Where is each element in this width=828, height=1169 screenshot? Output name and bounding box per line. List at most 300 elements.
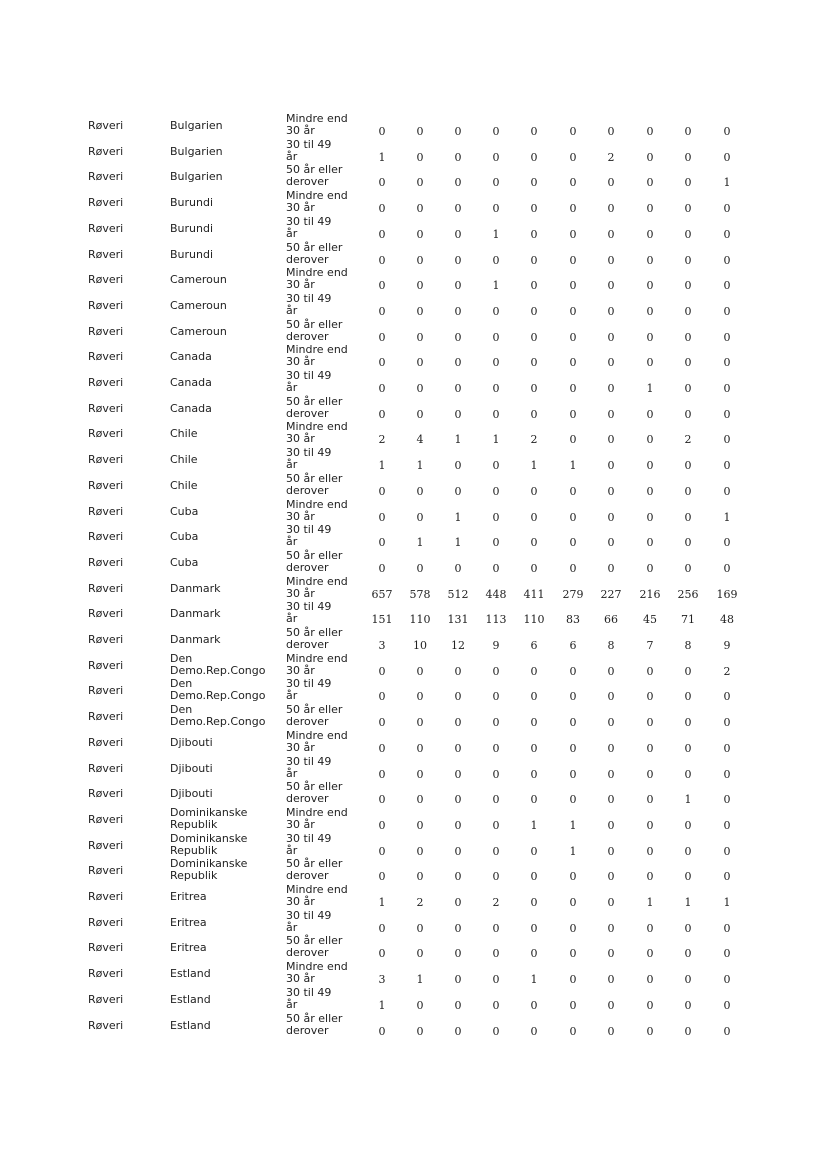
table-row xyxy=(0,113,828,139)
value-cell: 0 xyxy=(492,253,500,267)
age-group-cell: 30 til 49 år xyxy=(286,985,332,1011)
value-cell: 0 xyxy=(454,253,462,267)
value-cell: 0 xyxy=(723,433,731,447)
value-cell: 0 xyxy=(530,536,538,550)
value-cell: 0 xyxy=(378,1024,386,1038)
value-cell: 0 xyxy=(378,741,386,755)
age-group-cell: 30 til 49 år xyxy=(286,831,332,857)
value-cell: 0 xyxy=(416,870,424,884)
value-cell: 0 xyxy=(684,459,692,473)
value-cell: 0 xyxy=(569,433,577,447)
crime-cell: Røveri xyxy=(88,453,124,467)
crime-cell: Røveri xyxy=(88,735,124,749)
value-cell: 0 xyxy=(530,279,538,293)
value-cell: 0 xyxy=(607,356,615,370)
value-cell: 0 xyxy=(416,818,424,832)
value-cell: 0 xyxy=(684,818,692,832)
value-cell: 0 xyxy=(416,176,424,190)
value-cell: 0 xyxy=(569,1024,577,1038)
value-cell: 0 xyxy=(416,407,424,421)
value-cell: 0 xyxy=(530,125,538,138)
value-cell: 0 xyxy=(607,227,615,241)
value-cell: 0 xyxy=(530,510,538,524)
crime-cell: Røveri xyxy=(88,633,124,646)
value-cell: 0 xyxy=(684,176,692,190)
value-cell: 0 xyxy=(492,690,500,704)
crime-cell: Røveri xyxy=(88,684,124,698)
value-cell: 448 xyxy=(485,587,507,601)
table-row xyxy=(0,242,828,268)
value-cell: 4 xyxy=(416,433,424,447)
value-cell: 1 xyxy=(530,973,538,987)
country-cell: Danmark xyxy=(170,581,221,595)
value-cell: 256 xyxy=(677,587,699,601)
value-cell: 0 xyxy=(492,382,500,395)
value-cell: 0 xyxy=(416,382,424,395)
crime-cell: Røveri xyxy=(88,170,124,184)
crime-cell: Røveri xyxy=(88,273,124,287)
value-cell: 0 xyxy=(646,947,654,961)
country-cell: Chile xyxy=(170,478,198,492)
value-cell: 0 xyxy=(416,1024,424,1038)
crime-cell: Røveri xyxy=(88,787,124,801)
value-cell: 1 xyxy=(569,818,577,832)
country-cell: Bulgarien xyxy=(170,144,223,158)
value-cell: 0 xyxy=(416,304,424,318)
value-cell: 0 xyxy=(646,536,654,550)
value-cell: 0 xyxy=(569,921,577,935)
value-cell: 0 xyxy=(530,741,538,755)
value-cell: 2 xyxy=(416,896,424,909)
value-cell: 2 xyxy=(530,433,538,447)
value-cell: 0 xyxy=(646,150,654,164)
crime-cell: Røveri xyxy=(88,915,124,929)
value-cell: 0 xyxy=(569,356,577,370)
value-cell: 0 xyxy=(530,176,538,190)
value-cell: 0 xyxy=(569,125,577,138)
value-cell: 0 xyxy=(454,279,462,293)
value-cell: 0 xyxy=(607,510,615,524)
value-cell: 0 xyxy=(530,767,538,781)
table-row xyxy=(0,987,828,1013)
value-cell: 0 xyxy=(416,150,424,164)
value-cell: 0 xyxy=(454,382,462,395)
value-cell: 0 xyxy=(646,459,654,473)
country-cell: Burundi xyxy=(170,221,214,235)
table-row xyxy=(0,884,828,910)
country-cell: Cuba xyxy=(170,504,199,518)
value-cell: 0 xyxy=(607,716,615,730)
country-cell: Dominikanske Republik xyxy=(170,805,248,831)
value-cell: 0 xyxy=(454,176,462,190)
value-cell: 0 xyxy=(646,998,654,1012)
value-cell: 0 xyxy=(607,973,615,987)
value-cell: 0 xyxy=(684,510,692,524)
country-cell: Dominikanske Republik xyxy=(170,857,248,883)
value-cell: 0 xyxy=(492,176,500,190)
value-cell: 0 xyxy=(530,227,538,241)
table-row xyxy=(0,833,828,859)
value-cell: 0 xyxy=(416,484,424,498)
value-cell: 0 xyxy=(416,921,424,935)
value-cell: 0 xyxy=(454,561,462,575)
value-cell: 0 xyxy=(416,664,424,678)
crime-cell: Røveri xyxy=(88,941,124,955)
value-cell: 0 xyxy=(492,1024,500,1038)
value-cell: 0 xyxy=(646,793,654,807)
value-cell: 0 xyxy=(607,998,615,1012)
value-cell: 1 xyxy=(378,150,386,164)
table-row xyxy=(0,627,828,653)
value-cell: 0 xyxy=(454,741,462,755)
value-cell: 0 xyxy=(723,202,731,216)
country-cell: Eritrea xyxy=(170,915,207,929)
value-cell: 0 xyxy=(607,433,615,447)
age-group-cell: Mindre end 30 år xyxy=(286,728,348,754)
value-cell: 1 xyxy=(492,433,500,447)
value-cell: 0 xyxy=(492,921,500,935)
value-cell: 0 xyxy=(454,767,462,781)
crime-cell: Røveri xyxy=(88,530,124,544)
value-cell: 0 xyxy=(723,767,731,781)
value-cell: 0 xyxy=(723,844,731,858)
value-cell: 0 xyxy=(607,330,615,344)
value-cell: 0 xyxy=(569,304,577,318)
value-cell: 0 xyxy=(646,844,654,858)
value-cell: 0 xyxy=(454,870,462,884)
value-cell: 0 xyxy=(530,253,538,267)
value-cell: 48 xyxy=(720,613,734,627)
value-cell: 0 xyxy=(723,1024,731,1038)
value-cell: 0 xyxy=(646,227,654,241)
value-cell: 216 xyxy=(639,587,661,601)
value-cell: 0 xyxy=(492,844,500,858)
value-cell: 0 xyxy=(378,227,386,241)
value-cell: 0 xyxy=(378,304,386,318)
value-cell: 0 xyxy=(646,407,654,421)
value-cell: 0 xyxy=(646,125,654,138)
value-cell: 0 xyxy=(607,767,615,781)
value-cell: 0 xyxy=(607,536,615,550)
country-cell: Cameroun xyxy=(170,273,227,287)
value-cell: 9 xyxy=(723,639,731,652)
age-group-cell: 50 år eller derover xyxy=(286,934,343,960)
value-cell: 0 xyxy=(684,921,692,935)
value-cell: 0 xyxy=(723,304,731,318)
value-cell: 0 xyxy=(607,125,615,138)
value-cell: 0 xyxy=(723,407,731,421)
value-cell: 0 xyxy=(723,125,731,138)
value-cell: 0 xyxy=(378,561,386,575)
value-cell: 0 xyxy=(454,844,462,858)
value-cell: 110 xyxy=(523,613,545,627)
value-cell: 0 xyxy=(416,716,424,730)
country-cell: Chile xyxy=(170,427,198,441)
country-cell: Estland xyxy=(170,992,211,1006)
value-cell: 0 xyxy=(723,921,731,935)
value-cell: 0 xyxy=(492,510,500,524)
value-cell: 0 xyxy=(378,716,386,730)
value-cell: 0 xyxy=(530,150,538,164)
value-cell: 0 xyxy=(454,921,462,935)
crime-cell: Røveri xyxy=(88,350,124,364)
value-cell: 0 xyxy=(684,767,692,781)
age-group-cell: 30 til 49 år xyxy=(286,754,332,780)
value-cell: 0 xyxy=(646,690,654,704)
crime-cell: Røveri xyxy=(88,504,124,518)
value-cell: 0 xyxy=(723,561,731,575)
value-cell: 512 xyxy=(447,587,469,601)
value-cell: 0 xyxy=(607,1024,615,1038)
value-cell: 0 xyxy=(607,844,615,858)
value-cell: 0 xyxy=(569,664,577,678)
value-cell: 657 xyxy=(371,587,393,601)
value-cell: 0 xyxy=(684,947,692,961)
age-group-cell: Mindre end 30 år xyxy=(286,266,348,292)
value-cell: 113 xyxy=(485,613,507,627)
country-cell: Djibouti xyxy=(170,761,213,775)
value-cell: 0 xyxy=(569,279,577,293)
value-cell: 0 xyxy=(416,356,424,370)
value-cell: 0 xyxy=(530,896,538,909)
value-cell: 0 xyxy=(492,947,500,961)
value-cell: 2 xyxy=(684,433,692,447)
value-cell: 0 xyxy=(569,870,577,884)
country-cell: Danmark xyxy=(170,633,221,646)
table-row xyxy=(0,576,828,602)
value-cell: 8 xyxy=(684,639,692,652)
age-group-cell: 50 år eller derover xyxy=(286,394,343,420)
value-cell: 0 xyxy=(492,664,500,678)
crime-cell: Røveri xyxy=(88,992,124,1006)
value-cell: 0 xyxy=(492,356,500,370)
value-cell: 0 xyxy=(684,227,692,241)
value-cell: 0 xyxy=(416,741,424,755)
value-cell: 0 xyxy=(646,356,654,370)
value-cell: 1 xyxy=(416,973,424,987)
value-cell: 169 xyxy=(716,587,738,601)
country-cell: Cameroun xyxy=(170,298,227,312)
value-cell: 0 xyxy=(492,793,500,807)
crime-cell: Røveri xyxy=(88,607,124,621)
value-cell: 0 xyxy=(723,227,731,241)
country-cell: Eritrea xyxy=(170,941,207,955)
value-cell: 0 xyxy=(607,896,615,909)
value-cell: 0 xyxy=(530,844,538,858)
value-cell: 0 xyxy=(646,664,654,678)
crime-cell: Røveri xyxy=(88,144,124,158)
value-cell: 1 xyxy=(530,818,538,832)
value-cell: 0 xyxy=(492,870,500,884)
value-cell: 0 xyxy=(569,227,577,241)
country-cell: Djibouti xyxy=(170,787,213,801)
value-cell: 0 xyxy=(646,973,654,987)
table-row xyxy=(0,319,828,345)
table-row xyxy=(0,190,828,216)
value-cell: 0 xyxy=(492,459,500,473)
value-cell: 0 xyxy=(607,690,615,704)
value-cell: 0 xyxy=(723,536,731,550)
value-cell: 0 xyxy=(569,407,577,421)
value-cell: 0 xyxy=(530,921,538,935)
value-cell: 1 xyxy=(723,176,731,190)
value-cell: 0 xyxy=(378,818,386,832)
value-cell: 1 xyxy=(378,998,386,1012)
value-cell: 0 xyxy=(569,536,577,550)
value-cell: 0 xyxy=(378,125,386,138)
value-cell: 131 xyxy=(447,613,469,627)
country-cell: Den Demo.Rep.Congo xyxy=(170,651,266,677)
age-group-cell: 50 år eller derover xyxy=(286,857,343,883)
table-row xyxy=(0,730,828,756)
country-cell: Cuba xyxy=(170,555,199,569)
value-cell: 0 xyxy=(607,304,615,318)
value-cell: 0 xyxy=(607,459,615,473)
value-cell: 0 xyxy=(569,716,577,730)
value-cell: 0 xyxy=(646,870,654,884)
value-cell: 0 xyxy=(646,921,654,935)
value-cell: 0 xyxy=(646,561,654,575)
value-cell: 0 xyxy=(607,741,615,755)
value-cell: 0 xyxy=(454,793,462,807)
crime-cell: Røveri xyxy=(88,401,124,415)
age-group-cell: 50 år eller derover xyxy=(286,1011,343,1037)
value-cell: 1 xyxy=(646,896,654,909)
crime-cell: Røveri xyxy=(88,298,124,312)
age-group-cell: Mindre end 30 år xyxy=(286,420,348,446)
table-row xyxy=(0,756,828,782)
value-cell: 0 xyxy=(723,356,731,370)
age-group-cell: 30 til 49 år xyxy=(286,369,332,394)
value-cell: 0 xyxy=(492,973,500,987)
value-cell: 0 xyxy=(378,202,386,216)
value-cell: 0 xyxy=(378,279,386,293)
value-cell: 1 xyxy=(492,227,500,241)
value-cell: 0 xyxy=(416,844,424,858)
value-cell: 0 xyxy=(454,330,462,344)
value-cell: 0 xyxy=(684,356,692,370)
value-cell: 411 xyxy=(523,587,545,601)
age-group-cell: 50 år eller derover xyxy=(286,163,343,189)
age-group-cell: 30 til 49 år xyxy=(286,446,332,472)
value-cell: 1 xyxy=(569,844,577,858)
age-group-cell: Mindre end 30 år xyxy=(286,651,348,677)
value-cell: 0 xyxy=(454,484,462,498)
crime-cell: Røveri xyxy=(88,427,124,441)
value-cell: 0 xyxy=(569,896,577,909)
value-cell: 0 xyxy=(530,1024,538,1038)
value-cell: 2 xyxy=(607,150,615,164)
value-cell: 1 xyxy=(454,536,462,550)
value-cell: 0 xyxy=(607,176,615,190)
age-group-cell: Mindre end 30 år xyxy=(286,574,348,600)
value-cell: 0 xyxy=(646,253,654,267)
value-cell: 71 xyxy=(681,613,695,627)
value-cell: 0 xyxy=(646,176,654,190)
value-cell: 0 xyxy=(378,510,386,524)
value-cell: 0 xyxy=(416,793,424,807)
value-cell: 0 xyxy=(607,921,615,935)
value-cell: 0 xyxy=(378,536,386,550)
table-row xyxy=(0,704,828,730)
value-cell: 0 xyxy=(378,382,386,395)
crime-cell: Røveri xyxy=(88,376,124,389)
value-cell: 0 xyxy=(607,664,615,678)
value-cell: 10 xyxy=(413,639,427,652)
age-group-cell: 50 år eller derover xyxy=(286,626,343,651)
value-cell: 1 xyxy=(378,896,386,909)
crime-cell: Røveri xyxy=(88,247,124,261)
value-cell: 1 xyxy=(569,459,577,473)
value-cell: 151 xyxy=(371,613,393,627)
value-cell: 0 xyxy=(569,510,577,524)
table-row xyxy=(0,961,828,987)
value-cell: 0 xyxy=(684,741,692,755)
value-cell: 0 xyxy=(684,304,692,318)
value-cell: 0 xyxy=(684,1024,692,1038)
value-cell: 0 xyxy=(723,973,731,987)
country-cell: Chile xyxy=(170,453,198,467)
country-cell: Den Demo.Rep.Congo xyxy=(170,703,266,729)
value-cell: 0 xyxy=(646,1024,654,1038)
value-cell: 0 xyxy=(684,664,692,678)
age-group-cell: Mindre end 30 år xyxy=(286,497,348,523)
age-group-cell: Mindre end 30 år xyxy=(286,189,348,215)
value-cell: 0 xyxy=(684,973,692,987)
table-row xyxy=(0,164,828,190)
value-cell: 0 xyxy=(569,382,577,395)
value-cell: 0 xyxy=(530,793,538,807)
crime-cell: Røveri xyxy=(88,812,124,826)
value-cell: 1 xyxy=(684,896,692,909)
value-cell: 6 xyxy=(530,639,538,652)
table-row xyxy=(0,499,828,525)
crime-cell: Røveri xyxy=(88,710,124,724)
crime-cell: Røveri xyxy=(88,967,124,981)
value-cell: 1 xyxy=(646,382,654,395)
table-row xyxy=(0,216,828,242)
table-row xyxy=(0,601,828,627)
value-cell: 110 xyxy=(409,613,431,627)
value-cell: 0 xyxy=(492,741,500,755)
value-cell: 0 xyxy=(684,279,692,293)
value-cell: 0 xyxy=(454,227,462,241)
value-cell: 0 xyxy=(569,793,577,807)
value-cell: 0 xyxy=(569,484,577,498)
value-cell: 279 xyxy=(562,587,584,601)
value-cell: 0 xyxy=(684,716,692,730)
age-group-cell: 30 til 49 år xyxy=(286,677,332,703)
value-cell: 0 xyxy=(607,279,615,293)
age-group-cell: 30 til 49 år xyxy=(286,214,332,240)
country-cell: Canada xyxy=(170,350,212,364)
value-cell: 0 xyxy=(492,330,500,344)
value-cell: 1 xyxy=(454,433,462,447)
value-cell: 0 xyxy=(530,947,538,961)
age-group-cell: Mindre end 30 år xyxy=(286,112,348,137)
value-cell: 0 xyxy=(646,330,654,344)
age-group-cell: Mindre end 30 år xyxy=(286,883,348,908)
table-row xyxy=(0,447,828,473)
value-cell: 0 xyxy=(378,921,386,935)
value-cell: 0 xyxy=(607,253,615,267)
country-cell: Estland xyxy=(170,1018,211,1032)
table-row xyxy=(0,524,828,550)
value-cell: 0 xyxy=(646,818,654,832)
crime-cell: Røveri xyxy=(88,119,124,132)
value-cell: 0 xyxy=(646,767,654,781)
country-cell: Bulgarien xyxy=(170,170,223,184)
